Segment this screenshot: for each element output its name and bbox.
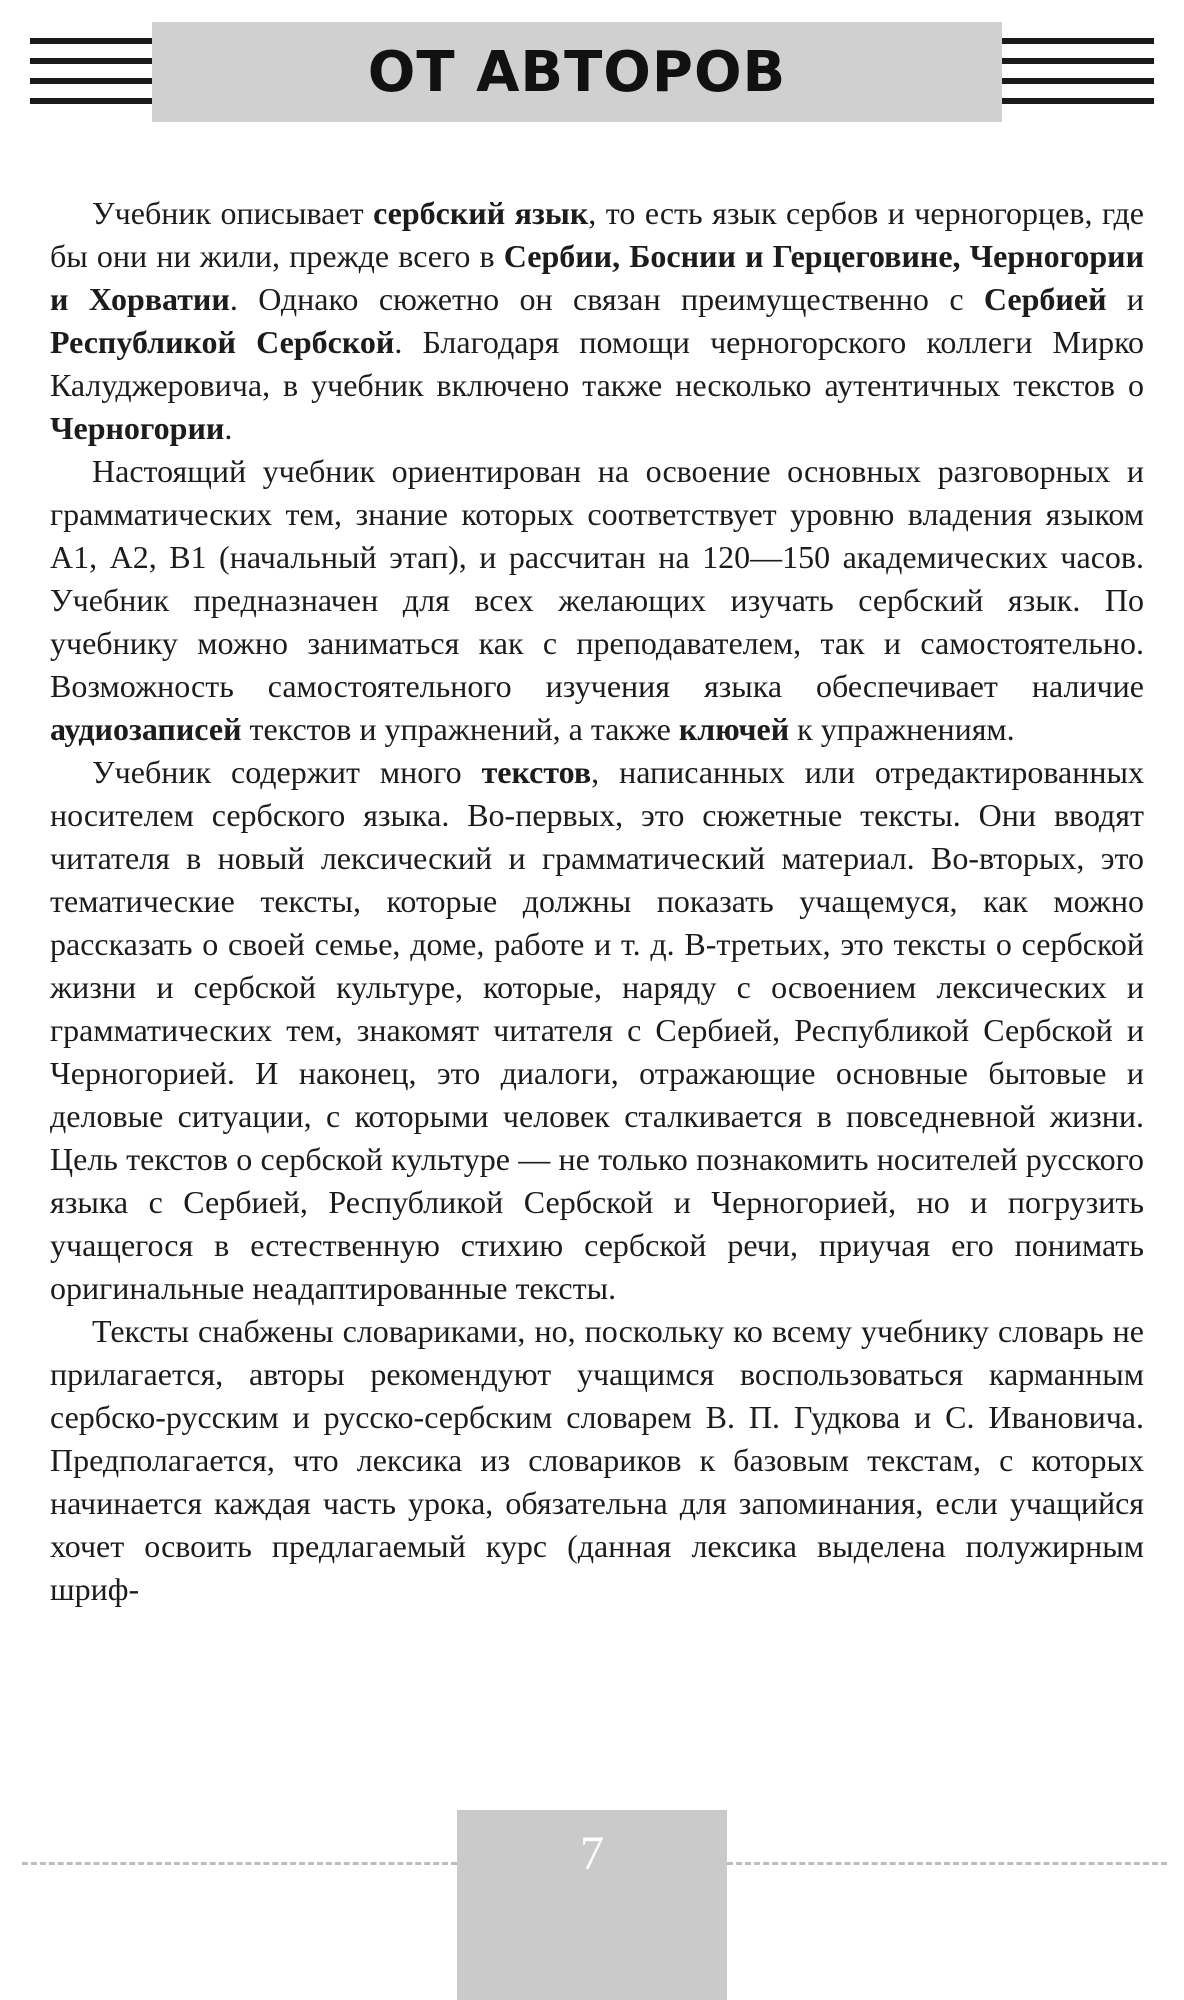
bold-term: Сербией: [983, 281, 1107, 317]
text-run: Учебник содержит много: [92, 754, 482, 790]
text-run: к упражнениям.: [789, 711, 1015, 747]
header-stripe: [30, 38, 152, 44]
bold-term: Черногории: [50, 410, 225, 446]
header-stripes-right: [1002, 38, 1154, 104]
header-stripe: [30, 78, 152, 84]
text-run: текстов и упражнений, а также: [241, 711, 679, 747]
text-run: . Благодаря помощи черногорского коллеги Мирко Калуджеровича, в учебник включено также несколько аутентичных текстов о: [50, 324, 1145, 403]
header-banner: [152, 22, 1002, 122]
header-stripe: [1002, 58, 1154, 64]
paragraph: [50, 751, 1144, 1310]
header-stripe: [30, 98, 152, 104]
header-stripe: [1002, 98, 1154, 104]
bold-term: Сербии, Боснии и Герцеговине, Черногории и Хорватии: [50, 238, 1145, 317]
bold-term: сербский язык: [373, 195, 589, 231]
text-run: Учебник описывает: [92, 195, 374, 231]
text-run: Настоящий учебник ориентирован на освоение основных разговорных и грамматических тем, знание которых соответствует уровню владения языком А1, А2, В1 (начальный этап), и рассчитан на 120—150 академических часов. Учебник предназначен для всех желающих изучать сербский язык. По учебнику можно заниматься как с преподавателем, так и самостоятельно. Возможность самостоятельного изучения языка обеспечивает наличие: [50, 453, 1144, 704]
bold-term: текстов: [481, 754, 592, 790]
bold-term: Республикой Сербской: [50, 324, 395, 360]
body-text: [50, 192, 1144, 1611]
bold-term: аудиозаписей: [50, 711, 242, 747]
text-run: Тексты снабжены словариками, но, поскольку ко всему учебнику словарь не прилагается, авторы рекомендуют учащимся воспользоваться карманным сербско-русским и русско-сербским словарем В. П. Гудкова и С. Ивановича. Предполагается, что лексика из словариков к базовым текстам, с которых начинается каждая часть урока, обязательна для запоминания, если учащийся хочет освоить предлагаемый курс (данная лексика выделена полужирным шриф-: [50, 1313, 1144, 1607]
page-number: 7: [580, 1827, 604, 1880]
header-stripe: [1002, 38, 1154, 44]
footer-dashed-rule-right: [727, 1862, 1167, 1865]
header-stripes-left: [30, 38, 152, 104]
page-number-box: [457, 1810, 727, 2000]
header-stripe: [1002, 78, 1154, 84]
paragraph: [50, 1310, 1144, 1611]
text-run: и: [1106, 281, 1145, 317]
text-run: .: [224, 410, 233, 446]
paragraph: [50, 450, 1144, 751]
bold-term: ключей: [678, 711, 790, 747]
page-title: ОТ АВТОРОВ: [367, 39, 787, 105]
header-stripe: [30, 58, 152, 64]
text-run: , то есть язык сербов и черногорцев, где бы они ни жили, прежде всего в: [50, 195, 1145, 274]
paragraph: [50, 192, 1144, 450]
footer-dashed-rule-left: [22, 1862, 457, 1865]
text-run: . Однако сюжетно он связан преимущественно с: [229, 281, 984, 317]
text-run: , написанных или отредактированных носителем сербского языка. Во-первых, это сюжетные тексты. Они вводят читателя в новый лексический и грамматический материал. Во-вторых, это тематические тексты, которые должны показать учащемуся, как можно рассказать о своей семье, доме, работе и т. д. В-третьих, это тексты о сербской жизни и сербской культуре, которые, наряду с освоением лексических и грамматических тем, знакомят читателя с Сербией, Республикой Сербской и Черногорией. И наконец, это диалоги, отражающие основные бытовые и деловые ситуации, с которыми человек сталкивается в повседневной жизни. Цель текстов о сербской культуре — не только познакомить носителей русского языка с Сербией, Республикой Сербской и Черногорией, но и погрузить учащегося в естественную стихию сербской речи, приучая его понимать оригинальные неадаптированные тексты.: [50, 754, 1144, 1306]
